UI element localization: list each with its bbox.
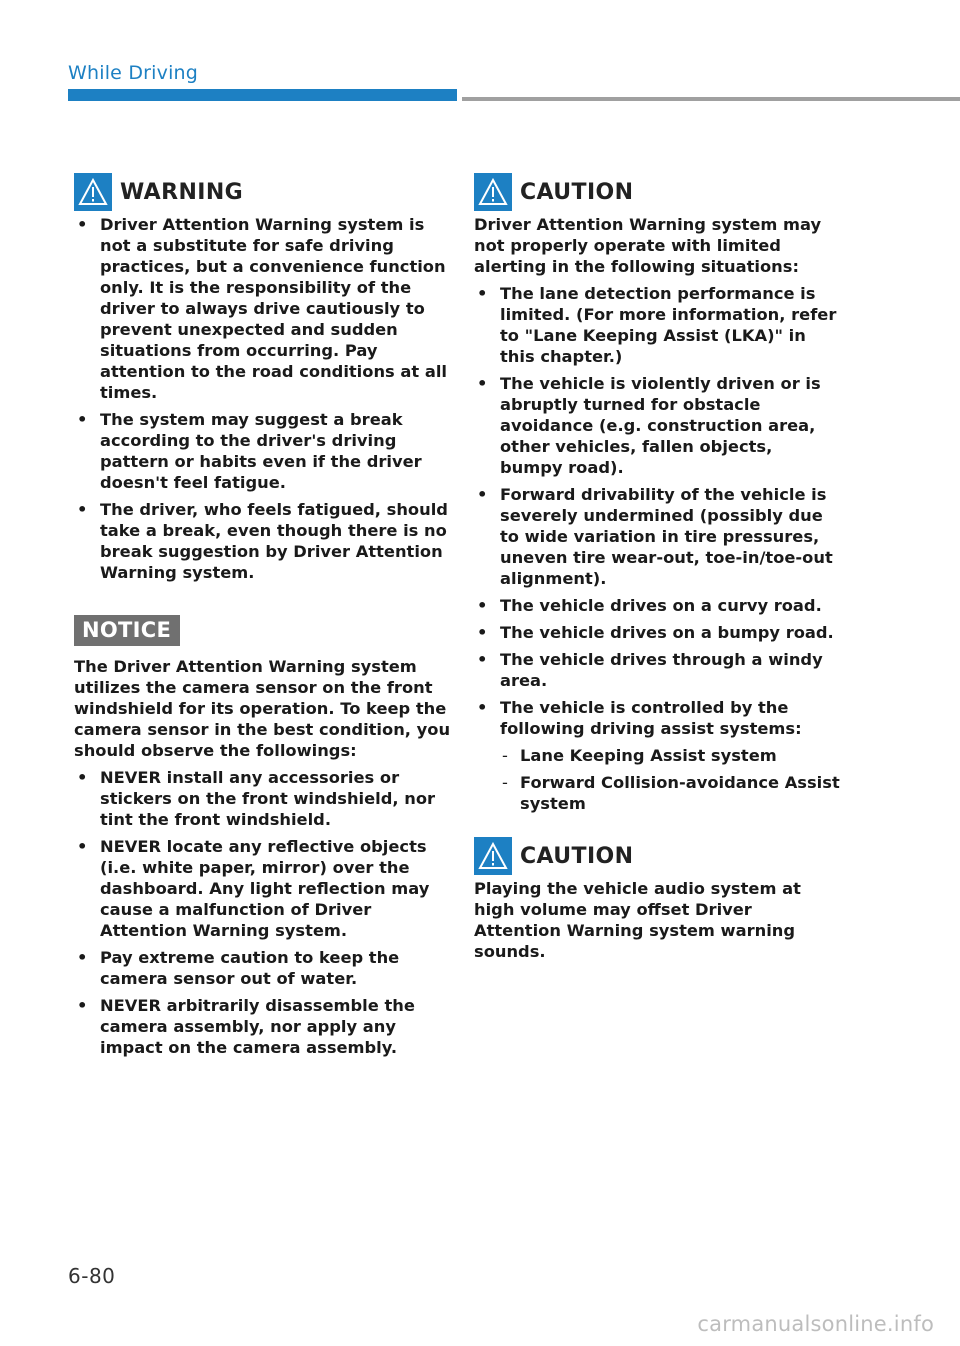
list-item: • NEVER locate any reflective objects (i.e. white paper, mirror) over the dashboard. Any light reflection may cause a malfunction of Driver Attention Warning system. xyxy=(74,836,454,941)
sub-list-item: - Forward Collision-avoidance Assist system xyxy=(500,772,840,814)
notice-label: NOTICE xyxy=(74,615,180,646)
list-item: • The driver, who feels fatigued, should take a break, even though there is no break suggestion by Driver Attention Warning system. xyxy=(74,499,454,583)
warning-label: WARNING xyxy=(120,179,244,205)
sub-list-item: - Lane Keeping Assist system xyxy=(500,745,840,766)
caution-header xyxy=(474,172,840,212)
sub-list xyxy=(500,745,840,814)
list-item: • The vehicle drives on a curvy road. xyxy=(474,595,840,616)
notice-intro: The Driver Attention Warning system utilizes the camera sensor on the front windshield for its operation. To keep the camera sensor in the best condition, you should observe the followings: xyxy=(74,657,451,760)
caution-label-2: CAUTION xyxy=(520,843,634,869)
warning-triangle-icon xyxy=(474,837,512,875)
page-number: 6-80 xyxy=(68,1264,116,1288)
right-column xyxy=(474,172,840,968)
left-column xyxy=(74,172,454,1064)
list-item: • The vehicle drives through a windy area. xyxy=(474,649,840,691)
list-item: • The system may suggest a break according to the driver's driving pattern or habits even if the driver doesn't feel fatigue. xyxy=(74,409,454,493)
list-item xyxy=(474,697,840,814)
warning-triangle-icon xyxy=(474,173,512,211)
list-item: • NEVER arbitrarily disassemble the camera assembly, nor apply any impact on the camera assembly. xyxy=(74,995,454,1058)
list-item: • The vehicle drives on a bumpy road. xyxy=(474,622,840,643)
list-item: • Driver Attention Warning system is not a substitute for safe driving practices, but a convenience function only. It is the responsibility of the driver to always drive cautiously to prevent unexpected and sudden situations from occurring. Pay attention to the road conditions at all times. xyxy=(74,214,454,403)
caution-list xyxy=(474,283,840,814)
caution-header-2 xyxy=(474,836,840,876)
list-item: • Pay extreme caution to keep the camera sensor out of water. xyxy=(74,947,454,989)
list-item: • Forward drivability of the vehicle is severely undermined (possibly due to wide variation in tire pressures, uneven tire wear-out, toe-in/toe-out alignment). xyxy=(474,484,840,589)
header-rule-accent xyxy=(68,89,457,101)
caution-intro: Driver Attention Warning system may not properly operate with limited alerting in the following situations: xyxy=(474,215,822,276)
warning-header xyxy=(74,172,454,212)
list-item: • The vehicle is violently driven or is abruptly turned for obstacle avoidance (e.g. construction area, other vehicles, fallen objects, bumpy road). xyxy=(474,373,840,478)
section-title: While Driving xyxy=(68,62,199,84)
list-item: • NEVER install any accessories or stickers on the front windshield, nor tint the front windshield. xyxy=(74,767,454,830)
caution-text-2: Playing the vehicle audio system at high volume may offset Driver Attention Warning system warning sounds. xyxy=(474,879,801,961)
watermark: carmanualsonline.info xyxy=(697,1312,934,1336)
list-item-text: The vehicle is controlled by the following driving assist systems: xyxy=(500,698,802,738)
caution-label: CAUTION xyxy=(520,179,634,205)
warning-list xyxy=(74,214,454,583)
warning-triangle-icon xyxy=(74,173,112,211)
list-item: • The lane detection performance is limited. (For more information, refer to "Lane Keeping Assist (LKA)" in this chapter.) xyxy=(474,283,840,367)
header-rule-grey xyxy=(462,97,960,101)
notice-list xyxy=(74,767,454,1058)
